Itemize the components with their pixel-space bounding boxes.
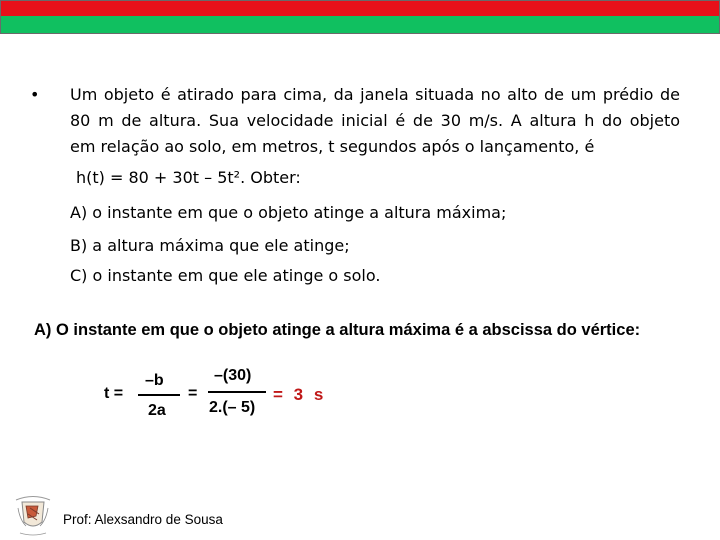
fraction1-denominator: 2a bbox=[148, 402, 166, 419]
school-crest-icon bbox=[8, 492, 58, 538]
question-b: B) a altura máxima que ele atinge; bbox=[70, 236, 350, 255]
question-c: C) o instante em que ele atinge o solo. bbox=[70, 266, 381, 285]
bullet: • bbox=[30, 85, 40, 104]
header-bar-frame bbox=[0, 0, 720, 34]
equals-sign: = bbox=[188, 385, 198, 402]
question-a: A) o instante em que o objeto atinge a altura máxima; bbox=[70, 203, 507, 222]
result-value: = 3 s bbox=[273, 385, 327, 404]
fraction1-bar bbox=[138, 394, 180, 396]
fraction2-numerator: –(30) bbox=[214, 367, 252, 384]
fraction1-numerator: –b bbox=[145, 372, 164, 389]
fraction2-bar bbox=[208, 391, 266, 393]
problem-line-3: em relação ao solo, em metros, t segundos após o lançamento, é bbox=[70, 137, 595, 156]
problem-line-1: Um objeto é atirado para cima, da janela situada no alto de um prédio de bbox=[70, 85, 680, 104]
height-formula: h(t) = 80 + 30t – 5t². Obter: bbox=[76, 168, 301, 187]
answer-heading: A) O instante em que o objeto atinge a altura máxima é a abscissa do vértice: bbox=[34, 321, 641, 339]
t-label: t = bbox=[104, 385, 124, 402]
problem-text bbox=[70, 82, 680, 160]
author-credit: Prof: Alexsandro de Sousa bbox=[63, 512, 223, 527]
fraction2-denominator: 2.(– 5) bbox=[209, 399, 256, 416]
problem-line-2: 80 m de altura. Sua velocidade inicial é de 30 m/s. A altura h do objeto bbox=[70, 111, 680, 130]
